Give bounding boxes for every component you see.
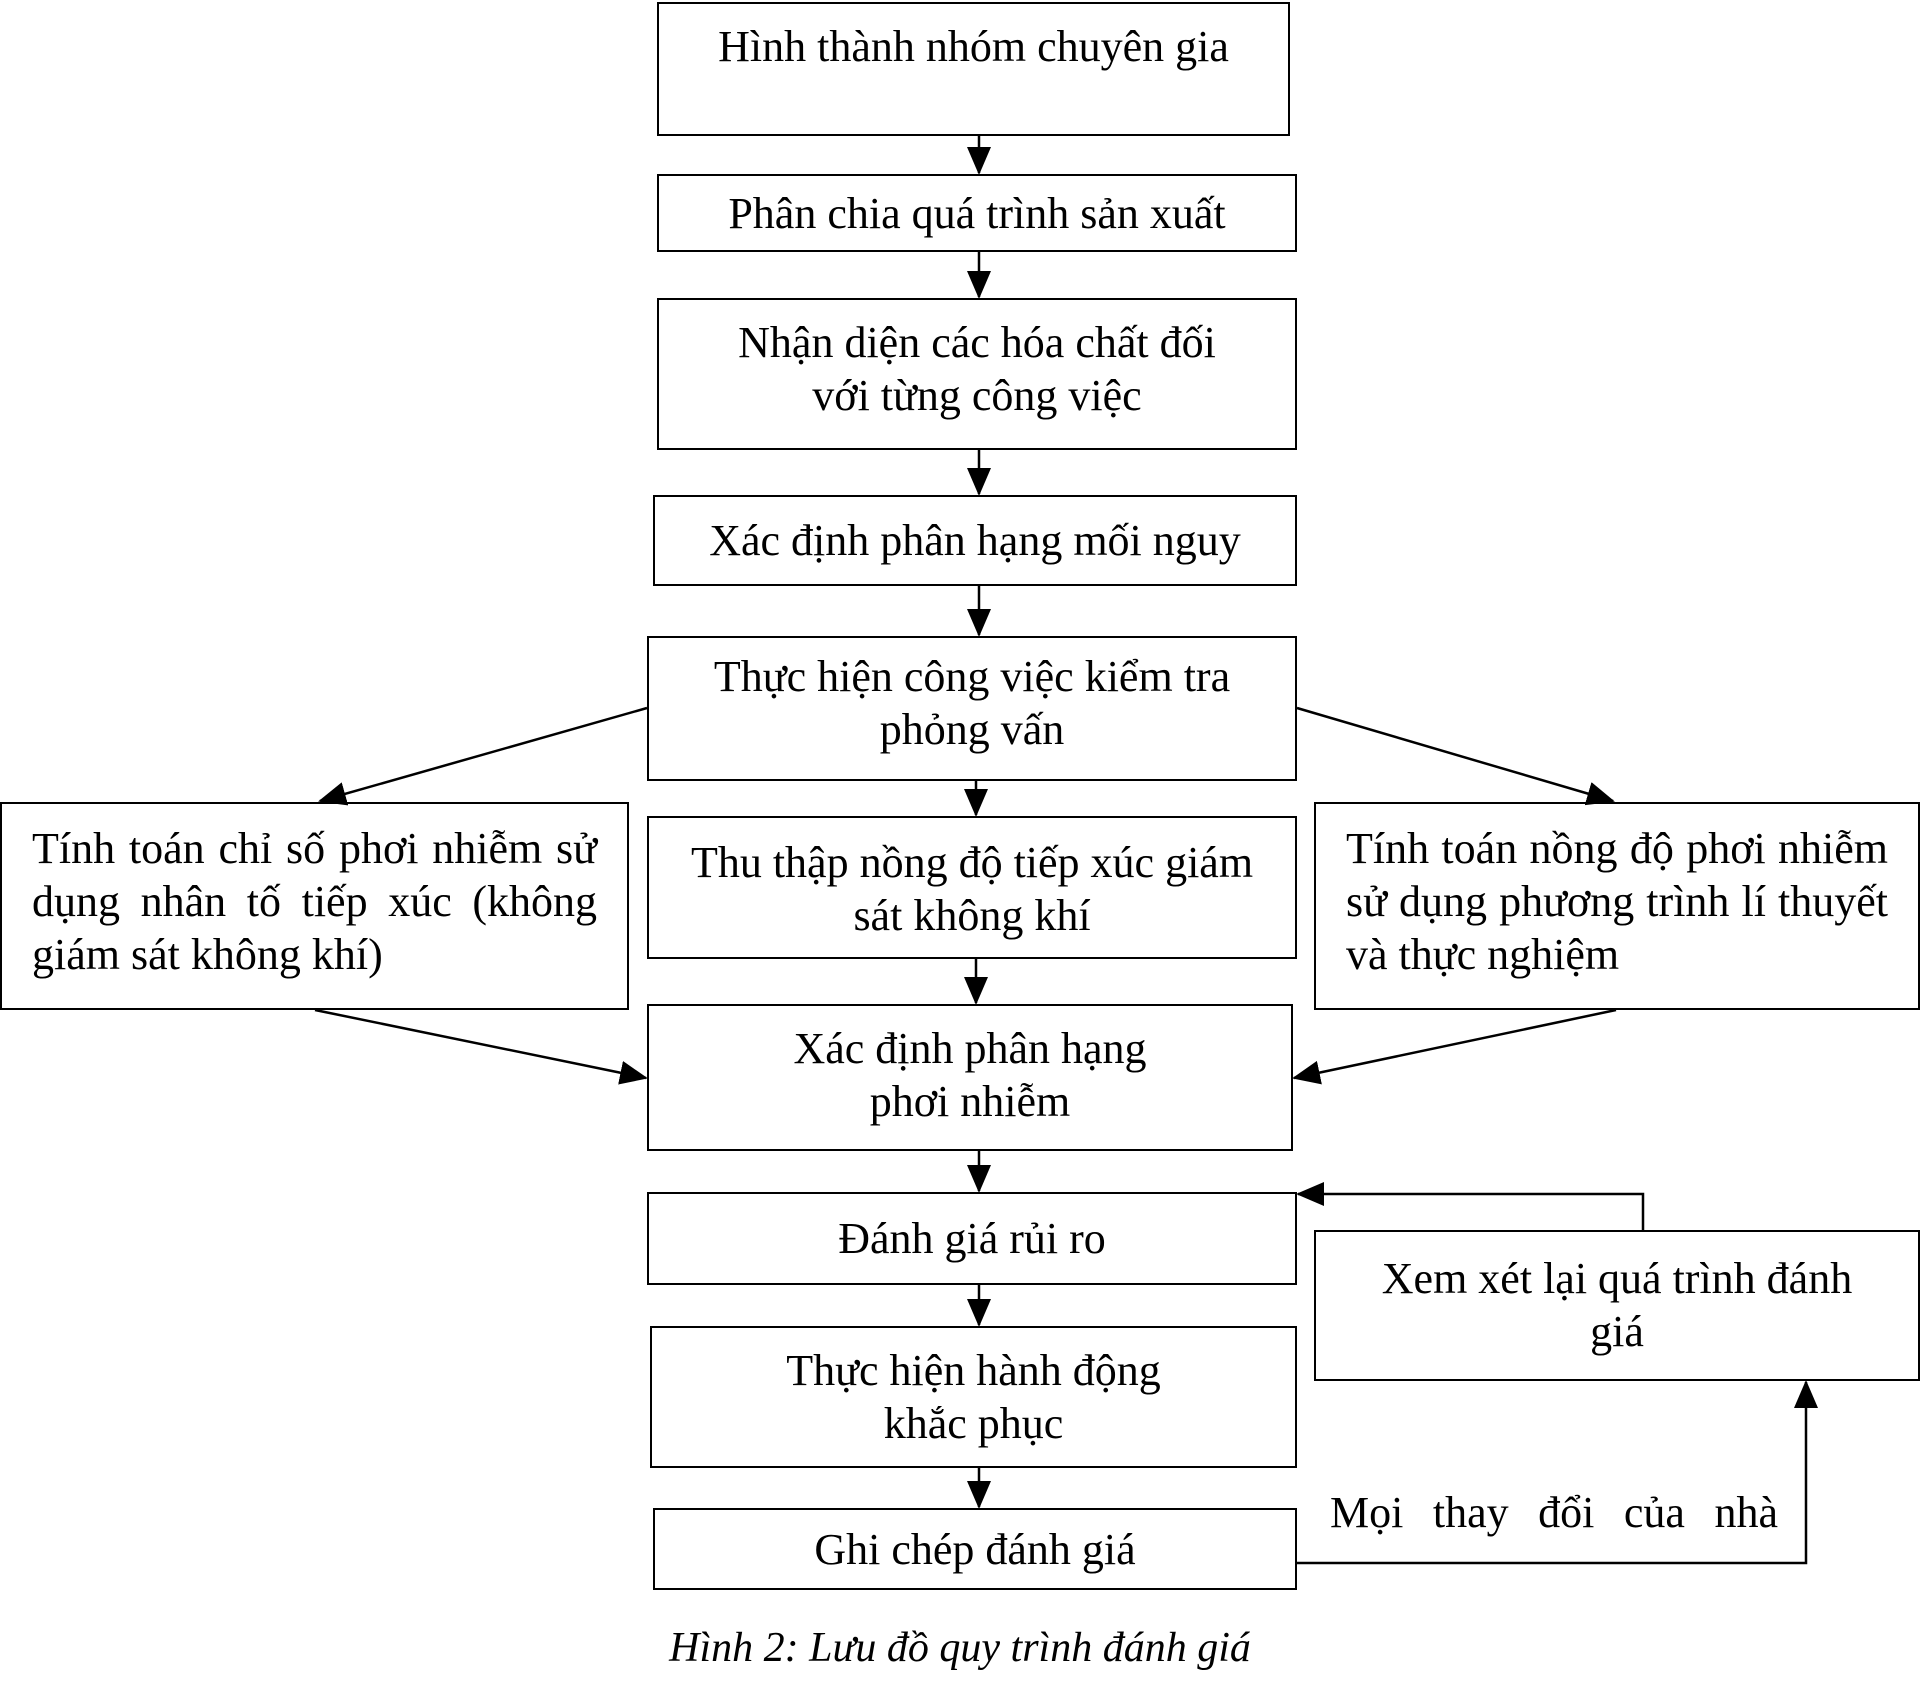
- node-record-text: Ghi chép đánh giá: [814, 1524, 1136, 1574]
- node-identify-chemicals-text: Nhận diện các hóa chất đối với từng công việc: [738, 318, 1216, 420]
- node-form-team-text: Hình thành nhóm chuyên gia: [718, 22, 1229, 71]
- arrow-review-to-risk: [1298, 1194, 1643, 1230]
- node-corrective-action-text: Thực hiện hành động khắc phục: [786, 1346, 1161, 1448]
- arrow-inspection-to-index: [320, 708, 647, 801]
- node-exposure-concentration-text: Tính toán nồng độ phơi nhiễm sử dụng phương trình lí thuyết và thực nghiệm: [1346, 824, 1888, 979]
- figure-caption: Hình 2: Lưu đồ quy trình đánh giá: [669, 1625, 1251, 1671]
- arrow-record-to-review: [1297, 1382, 1806, 1563]
- node-hazard-rating-text: Xác định phân hạng mối nguy: [709, 516, 1241, 565]
- arrow-concentration-to-exposure-rating: [1294, 1010, 1616, 1078]
- arrow-index-to-exposure-rating: [315, 1010, 646, 1078]
- arrow-inspection-to-concentration: [1297, 708, 1613, 801]
- node-air-monitoring-text: Thu thập nồng độ tiếp xúc giám sát không khí: [690, 838, 1254, 940]
- node-risk-assessment-text: Đánh giá rủi ro: [838, 1214, 1106, 1263]
- node-exposure-index-text: Tính toán chỉ số phơi nhiễm sử dụng nhân tố tiếp xúc (không giám sát không khí): [32, 824, 597, 979]
- node-inspection-interview-text: Thực hiện công việc kiểm tra phỏng vấn: [713, 652, 1231, 754]
- node-exposure-rating-text: Xác định phân hạng phơi nhiễm: [793, 1024, 1147, 1126]
- edge-label-changes: Mọi thay đổi của nhà: [1330, 1488, 1778, 1537]
- node-review-text: Xem xét lại quá trình đánh giá: [1381, 1254, 1853, 1356]
- node-divide-process-text: Phân chia quá trình sản xuất: [728, 188, 1226, 238]
